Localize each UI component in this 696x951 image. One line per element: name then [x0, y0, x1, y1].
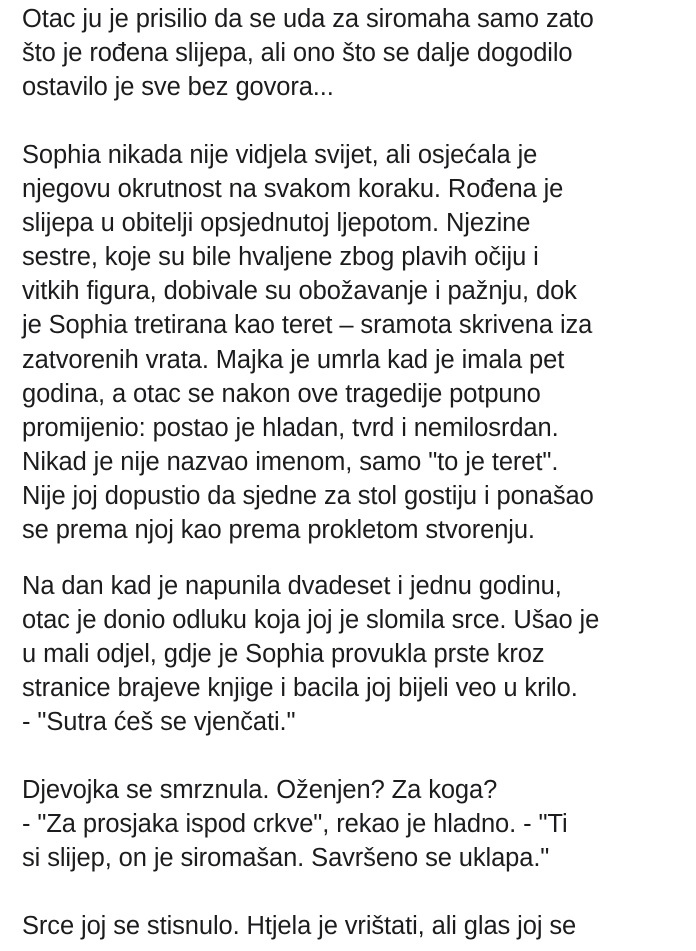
text-line: slijepa u obitelji opsjednutoj ljepotom. Njezine — [22, 209, 531, 238]
text-line: se prema njoj kao prema prokletom stvorenju. — [22, 516, 535, 545]
text-line: promijenio: postao je hladan, tvrd i nemilosrdan. — [22, 413, 559, 442]
text-line: Djevojka se smrznula. Oženjen? Za koga? — [22, 776, 498, 804]
text-line: Otac ju je prisilio da se uda za siromaha samo zato — [22, 5, 594, 33]
text-line: - "Za prosjaka ispod crkve", rekao je hladno. - "Ti — [22, 810, 568, 839]
paragraph-decision — [22, 569, 599, 739]
text-line: Na dan kad je napunila dvadeset i jednu godinu, — [22, 572, 562, 600]
text-line: si slijep, on je siromašan. Savršeno se uklapa." — [22, 844, 550, 873]
text-line: Srce joj se stisnulo. Htjela je vrištati, ali glas joj se — [22, 912, 577, 940]
paragraph-background — [22, 138, 594, 547]
text-line: ostavilo je sve bez govora... — [22, 73, 334, 102]
text-line: Nikad je nije nazvao imenom, samo "to je teret". — [22, 447, 559, 476]
text-line: njegovu okrutnost na svakom koraku. Rođena je — [22, 175, 564, 204]
paragraph-reaction — [22, 909, 576, 943]
text-line: u mali odjel, gdje je Sophia provukla prste kroz — [22, 640, 545, 669]
text-line: stranice brajeve knjige i bacila joj bijeli veo u krilo. — [22, 674, 578, 703]
text-line: zatvorenih vrata. Majka je umrla kad je imala pet — [22, 345, 565, 374]
text-line: otac je donio odluku koja joj je slomila srce. Ušao je — [22, 606, 600, 635]
text-line: godina, a otac se nakon ove tragedije potpuno — [22, 379, 541, 408]
text-line: što je rođena slijepa, ali ono što se dalje dogodilo — [22, 39, 573, 68]
text-line: Sophia nikada nije vidjela svijet, ali osjećala je — [22, 141, 538, 169]
paragraph-dialogue — [22, 773, 568, 875]
paragraph-intro — [22, 2, 594, 104]
text-line: - "Sutra ćeš se vjenčati." — [22, 708, 296, 737]
text-line: Nije joj dopustio da sjedne za stol gostiju i ponašao — [22, 481, 594, 510]
text-line: vitkih figura, dobivale su obožavanje i pažnju, dok — [22, 277, 577, 306]
text-line: sestre, koje su bile hvaljene zbog plavih očiju i — [22, 243, 539, 272]
text-line: je Sophia tretirana kao teret – sramota skrivena iza — [22, 311, 593, 340]
